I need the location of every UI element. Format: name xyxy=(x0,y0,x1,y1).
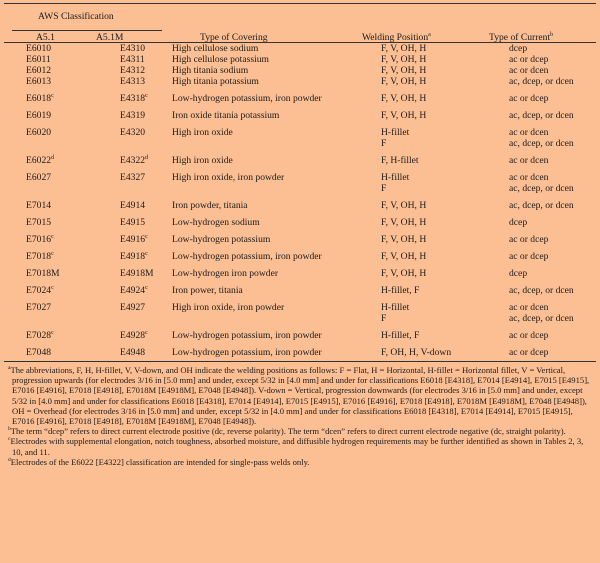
table-row xyxy=(4,43,596,54)
cell-current: ac or dcep xyxy=(509,93,549,104)
cell-covering: High titania sodium xyxy=(172,65,249,76)
cell-a51: E6022$^d$ xyxy=(26,154,55,166)
classification-table xyxy=(4,43,596,358)
cell-covering: High titania potassium xyxy=(172,76,259,87)
footnote-b: $^b$The term “dcep” refers to direct current electrode positive (dc, reverse polarity). The term “dcen” refers to direct current electrode negative (dc, straight polarity). xyxy=(8,426,566,437)
table-row xyxy=(4,262,596,279)
cell-a51: E6019 xyxy=(26,110,52,121)
cell-current: dcep xyxy=(509,43,528,54)
cell-current: ac, dcep, or dcen xyxy=(509,200,574,211)
cell-position: F, OH, H, V-down xyxy=(381,347,452,358)
table-header xyxy=(4,4,596,42)
cell-covering: Low-hydrogen potassium, iron powder xyxy=(172,330,322,341)
cell-position: F, V, OH, H xyxy=(381,200,427,211)
table-row xyxy=(4,279,596,296)
aws-classification-rule xyxy=(12,30,162,31)
cell-current: ac or dcen ac, dcep, or dcen xyxy=(509,127,574,149)
cell-a51m: E4918$^c$ xyxy=(120,250,148,262)
cell-current: ac or dcen xyxy=(509,155,549,166)
bottom-rule xyxy=(4,361,596,362)
col-header-current: Type of Current$^b$ xyxy=(489,31,554,43)
table-row xyxy=(4,54,596,65)
cell-a51: E7018M xyxy=(26,268,60,279)
cell-a51: E6010 xyxy=(26,43,52,54)
col-header-position: Welding Position$^a$ xyxy=(362,31,431,43)
cell-a51: E7015 xyxy=(26,217,52,228)
cell-current: ac or dcep xyxy=(509,54,549,65)
col-header-a51: A5.1 xyxy=(36,32,55,43)
table-row xyxy=(4,76,596,87)
table-row xyxy=(4,121,596,149)
cell-a51: E7018$^c$ xyxy=(26,250,54,262)
cell-position: H-fillet F xyxy=(381,302,410,324)
cell-covering: High iron oxide, iron powder xyxy=(172,302,285,313)
cell-a51m: E4916$^c$ xyxy=(120,233,148,245)
cell-current: ac or dcep xyxy=(509,347,549,358)
cell-a51m: E4327 xyxy=(120,172,146,183)
cell-covering: Low-hydrogen potassium, iron powder xyxy=(172,93,322,104)
cell-current: ac or dcep xyxy=(509,330,549,341)
cell-covering: High iron oxide, iron powder xyxy=(172,172,285,183)
cell-covering: Low-hydrogen potassium, iron powder xyxy=(172,251,322,262)
table-row xyxy=(4,228,596,245)
footnote-c: $^c$Electrodes with supplemental elongation, notch toughness, absorbed moisture, and diffusible hydrogen requirements may be further identified as shown in Tables 2, 3, 10, and 11. xyxy=(8,436,584,457)
cell-position: F, V, OH, H xyxy=(381,234,427,245)
cell-covering: High iron oxide xyxy=(172,155,233,166)
cell-a51m: E4924$^c$ xyxy=(120,284,148,296)
cell-a51m: E4918M xyxy=(120,268,154,279)
cell-position: F, V, OH, H xyxy=(381,251,427,262)
cell-position: F, V, OH, H xyxy=(381,43,427,54)
cell-current: ac or dcep xyxy=(509,234,549,245)
cell-a51m: E4914 xyxy=(120,200,146,211)
cell-a51m: E4311 xyxy=(120,54,145,65)
cell-a51m: E4313 xyxy=(120,76,146,87)
footnotes xyxy=(4,365,596,467)
table-row xyxy=(4,149,596,166)
cell-position: F, H-fillet xyxy=(381,155,419,166)
cell-current: ac or dcen ac, dcep, or dcen xyxy=(509,302,574,324)
cell-a51: E7014 xyxy=(26,200,52,211)
cell-position: F, V, OH, H xyxy=(381,76,427,87)
cell-current: ac, dcep, or dcen xyxy=(509,285,574,296)
col-header-covering: Type of Covering xyxy=(200,32,268,43)
cell-a51: E7024$^c$ xyxy=(26,284,54,296)
cell-covering: Iron oxide titania potassium xyxy=(172,110,280,121)
cell-position: F, V, OH, H xyxy=(381,110,427,121)
col-header-a51m: A5.1M xyxy=(96,32,124,43)
cell-covering: High cellulose sodium xyxy=(172,43,259,54)
table-row xyxy=(4,194,596,211)
cell-a51m: E4320 xyxy=(120,127,146,138)
cell-covering: High iron oxide xyxy=(172,127,233,138)
cell-covering: Low-hydrogen iron powder xyxy=(172,268,279,279)
cell-a51m: E4319 xyxy=(120,110,146,121)
cell-covering: Iron power, titania xyxy=(172,285,243,296)
cell-a51m: E4322$^d$ xyxy=(120,154,149,166)
table-row xyxy=(4,296,596,324)
cell-position: F, V, OH, H xyxy=(381,65,427,76)
cell-a51: E7016$^c$ xyxy=(26,233,54,245)
cell-current: ac, dcep, or dcen xyxy=(509,76,574,87)
cell-a51m: E4915 xyxy=(120,217,146,228)
cell-covering: Low-hydrogen potassium xyxy=(172,234,271,245)
table-row xyxy=(4,324,596,341)
footnote-d: $^d$Electrodes of the E6022 [E4322] classification are intended for single-pass welds only. xyxy=(8,456,310,467)
cell-position: F, V, OH, H xyxy=(381,217,427,228)
cell-a51: E6020 xyxy=(26,127,52,138)
cell-a51: E6011 xyxy=(26,54,51,65)
cell-a51: E7048 xyxy=(26,347,52,358)
cell-a51: E6013 xyxy=(26,76,52,87)
cell-current: dcep xyxy=(509,217,528,228)
cell-a51: E7027 xyxy=(26,302,52,313)
cell-current: ac, dcep, or dcen xyxy=(509,110,574,121)
cell-a51: E6018$^c$ xyxy=(26,92,54,104)
cell-current: ac or dcen xyxy=(509,65,549,76)
cell-position: F, V, OH, H xyxy=(381,268,427,279)
cell-a51: E6027 xyxy=(26,172,52,183)
cell-a51m: E4928$^c$ xyxy=(120,329,148,341)
table-row xyxy=(4,65,596,76)
footnote-a: $^a$The abbreviations, F, H, H-fillet, V, V-down, and OH indicate the welding positions as follows: F = Flat, H = Horizontal, H-fillet = Horizontal fillet, V = Vertical, progression upwards (for electrodes 3/16 in [5.0 mm] and under, except 5/32 in [4.0 mm] and under for classifications E6018 [E4318], E7014 [E4914], E7015 [E4915], E7016 [E4916], E7018 [E4918], E7018M [E4918M], E7048 [E4948]). V-down = Vertical, progression downwards (for electrodes 3/16 in [5.0 mm] and under, except 5/32 in [4.0 mm] and under for classifications E6018 [E4318], E7014 [E4914], E7015 [E4915], E7016 [E4916], E7018 [E4918], E7018M [E4918M], E7048 [E4948]), OH = Overhead (for electrodes 3/16 in [5.0 mm] and under, except 5/32 in [4.0 mm] and under for classifications E6018 [E4318], E7014 [E4914], E7015 [E4915], E7016 [E4916], E7018 [E4918], E7018M [E4918M], E7048 [E4948]). xyxy=(8,365,590,427)
cell-position: F, V, OH, H xyxy=(381,93,427,104)
cell-position: H-fillet F xyxy=(381,127,410,149)
table-row xyxy=(4,245,596,262)
table-row xyxy=(4,211,596,228)
cell-covering: Low-hydrogen sodium xyxy=(172,217,260,228)
cell-a51m: E4948 xyxy=(120,347,146,358)
cell-current: ac or dcen ac, dcep, or dcen xyxy=(509,172,574,194)
cell-position: H-fillet F xyxy=(381,172,410,194)
cell-current: dcep xyxy=(509,268,528,279)
cell-a51: E7028$^c$ xyxy=(26,329,54,341)
cell-a51m: E4318$^c$ xyxy=(120,92,148,104)
cell-a51m: E4310 xyxy=(120,43,146,54)
cell-a51m: E4312 xyxy=(120,65,146,76)
table-row xyxy=(4,104,596,121)
aws-classification-label: AWS Classification xyxy=(38,11,114,22)
cell-covering: Iron powder, titania xyxy=(172,200,248,211)
table-row xyxy=(4,87,596,104)
cell-a51m: E4927 xyxy=(120,302,146,313)
table-row xyxy=(4,166,596,194)
cell-covering: Low-hydrogen potassium, iron powder xyxy=(172,347,322,358)
cell-a51: E6012 xyxy=(26,65,52,76)
cell-position: H-fillet, F xyxy=(381,285,420,296)
cell-covering: High cellulose potassium xyxy=(172,54,269,65)
cell-position: F, V, OH, H xyxy=(381,54,427,65)
cell-position: H-fillet, F xyxy=(381,330,420,341)
cell-current: ac or dcep xyxy=(509,251,549,262)
table-row xyxy=(4,341,596,358)
